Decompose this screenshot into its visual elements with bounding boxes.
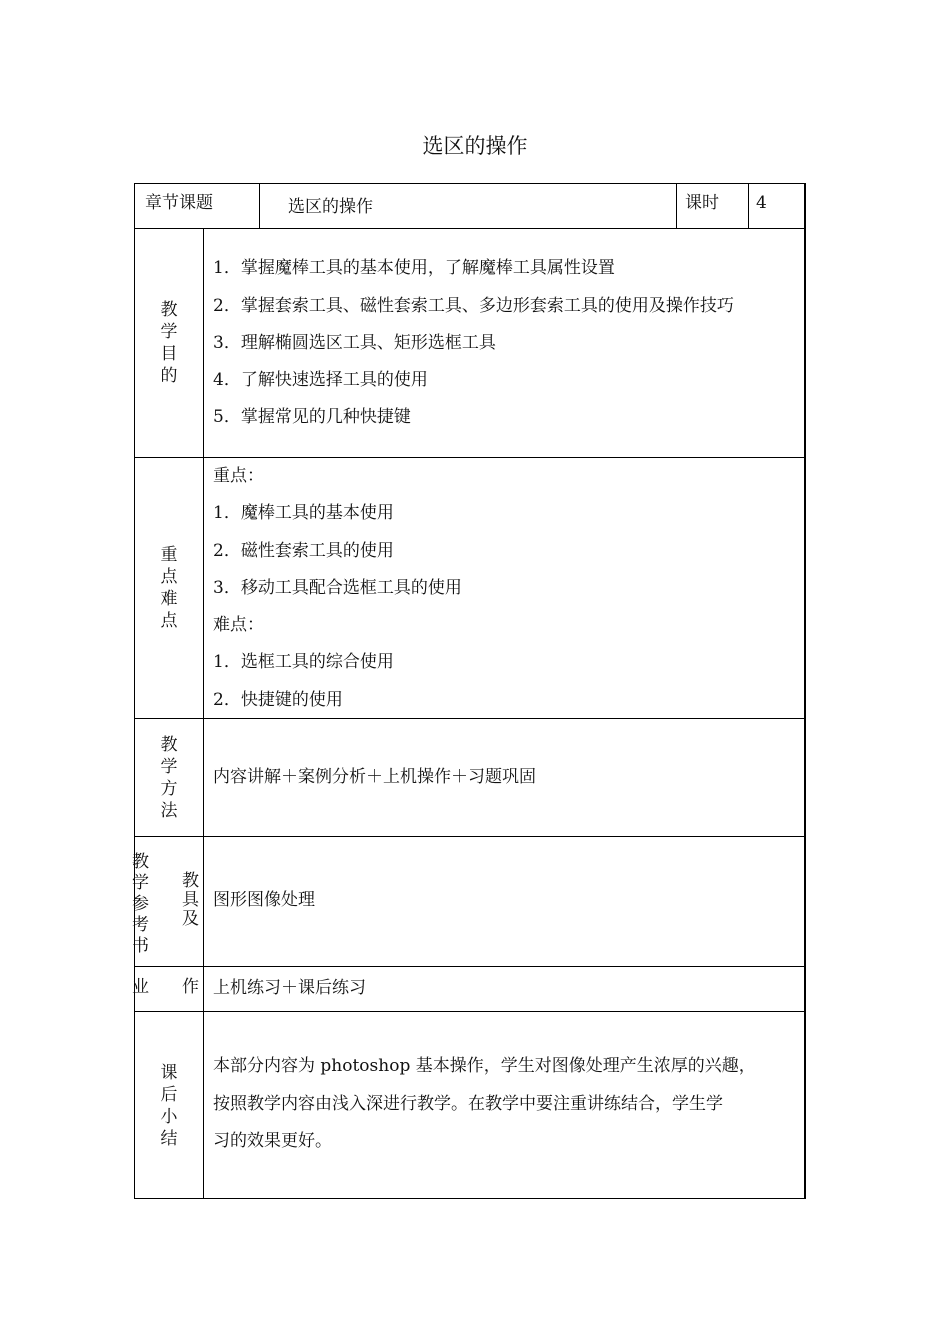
method-label: 教 学 方 法 bbox=[160, 734, 178, 821]
key-point-line: 1．魔棒工具的基本使用 bbox=[213, 503, 394, 523]
summary-line: 按照教学内容由浅入深进行教学。在教学中要注重讲练结合，学生学 bbox=[213, 1094, 723, 1114]
col-divider bbox=[259, 183, 260, 228]
hours-label: 课时 bbox=[685, 193, 719, 213]
homework-label-left: 业 bbox=[132, 977, 149, 997]
row-divider bbox=[134, 228, 805, 229]
summary-label: 课 后 小 结 bbox=[160, 1062, 178, 1149]
key-point-line: 2．磁性套索工具的使用 bbox=[213, 541, 394, 561]
objective-item: 1．掌握魔棒工具的基本使用，了解魔棒工具属性设置 bbox=[213, 258, 615, 278]
summary-line: 习的效果更好。 bbox=[213, 1131, 332, 1151]
col-divider bbox=[748, 183, 749, 228]
row-divider bbox=[134, 836, 805, 837]
key-point-line: 3．移动工具配合选框工具的使用 bbox=[213, 578, 462, 598]
key-point-line: 2．快捷键的使用 bbox=[213, 690, 343, 710]
col-divider bbox=[676, 183, 677, 228]
col-divider bbox=[203, 228, 204, 1199]
objective-item: 5．掌握常见的几种快捷键 bbox=[213, 407, 411, 427]
document-title: 选区的操作 bbox=[422, 134, 528, 158]
hours-value: 4 bbox=[756, 193, 767, 213]
method-value: 内容讲解＋案例分析＋上机操作＋习题巩固 bbox=[213, 767, 536, 787]
key-point-line: 难点： bbox=[213, 615, 264, 635]
references-label-left: 教 学 参 考 书 bbox=[132, 852, 149, 956]
references-label-right: 教 具 及 bbox=[182, 871, 199, 929]
objective-item: 2．掌握套索工具、磁性套索工具、多边形套索工具的使用及操作技巧 bbox=[213, 296, 734, 316]
chapter-label: 章节课题 bbox=[145, 193, 213, 213]
homework-label-right: 作 bbox=[182, 977, 199, 997]
row-divider bbox=[134, 457, 805, 458]
objective-item: 3．理解椭圆选区工具、矩形选框工具 bbox=[213, 333, 496, 353]
chapter-value: 选区的操作 bbox=[288, 197, 373, 217]
row-divider bbox=[134, 1011, 805, 1012]
row-divider bbox=[134, 718, 805, 719]
row-divider bbox=[134, 966, 805, 967]
objective-item: 4．了解快速选择工具的使用 bbox=[213, 370, 428, 390]
homework-value: 上机练习＋课后练习 bbox=[213, 978, 366, 998]
key-point-line: 重点： bbox=[213, 466, 264, 486]
objectives-label: 教 学 目 的 bbox=[160, 300, 178, 386]
key-point-line: 1．选框工具的综合使用 bbox=[213, 652, 394, 672]
references-value: 图形图像处理 bbox=[213, 890, 315, 910]
key-points-label: 重 点 难 点 bbox=[160, 545, 178, 631]
table-right-double-border bbox=[805, 183, 806, 1199]
summary-line: 本部分内容为 photoshop 基本操作，学生对图像处理产生浓厚的兴趣， bbox=[213, 1056, 756, 1076]
